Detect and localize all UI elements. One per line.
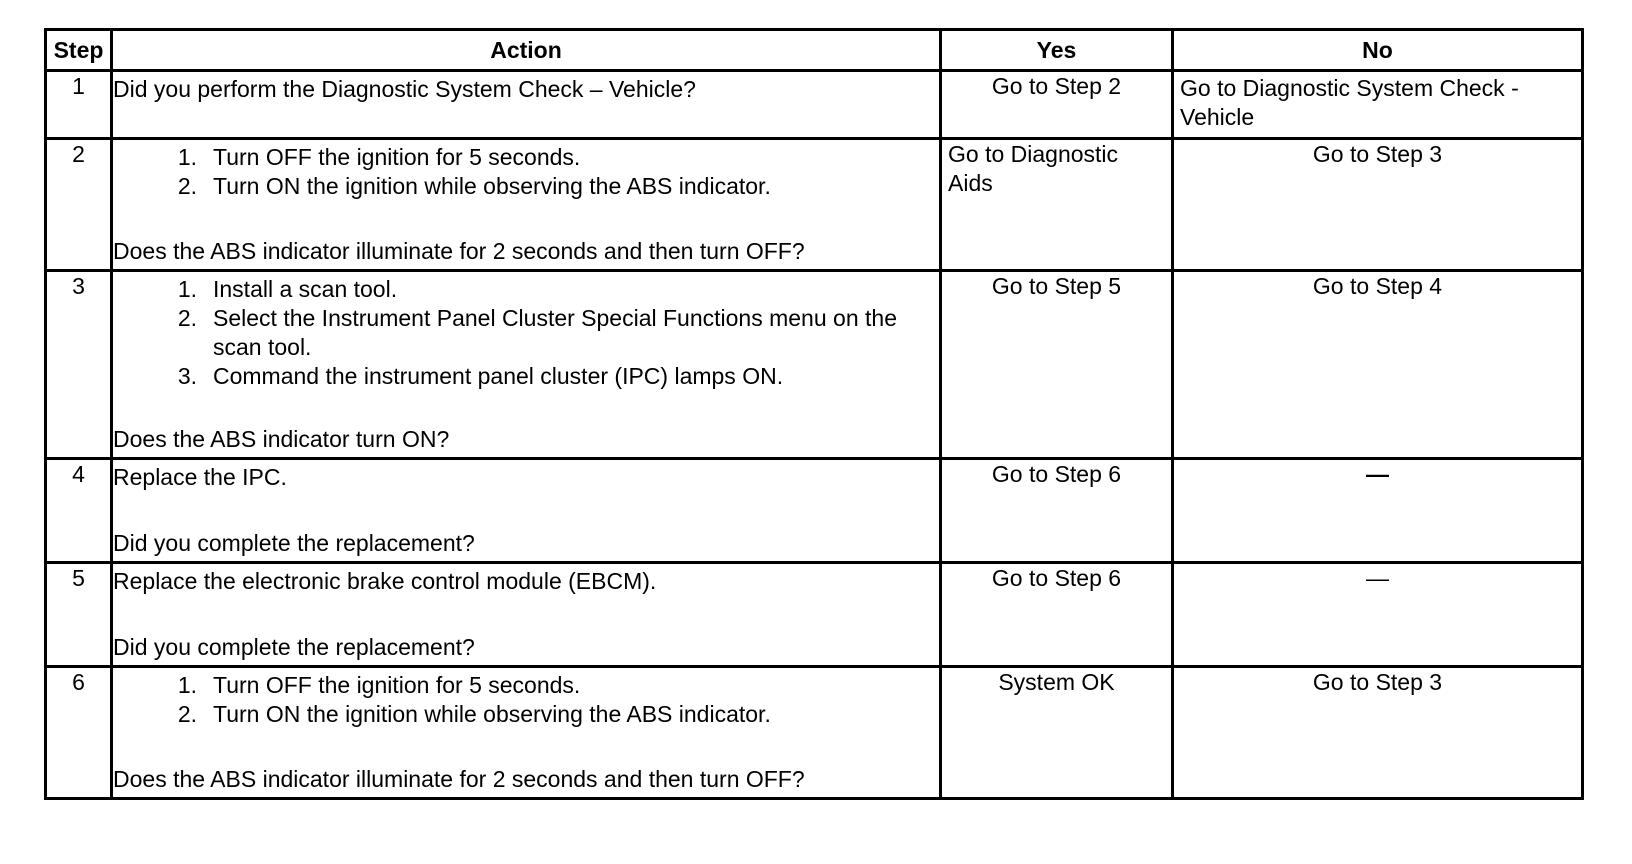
yes-cell: [941, 271, 1173, 459]
header-action: Action: [112, 30, 941, 71]
step-number: 1: [46, 71, 112, 139]
yes-cell: [941, 71, 1173, 139]
action-question: Did you perform the Diagnostic System Check – Vehicle?: [113, 76, 696, 102]
action-instruction: Replace the electronic brake control module (EBCM).: [113, 568, 657, 594]
no-cell: [1173, 139, 1583, 271]
yes-result: System OK: [998, 669, 1115, 695]
table-row: [46, 139, 1583, 271]
action-steps: [113, 140, 939, 201]
yes-result: Go to Step 6: [991, 565, 1122, 591]
action-step-item: 2. Select the Instrument Panel Cluster Special Functions menu on the scan tool.: [177, 305, 897, 360]
yes-result: Go to Step 2: [991, 73, 1122, 99]
action-steps: [113, 272, 939, 391]
action-cell: [112, 71, 941, 139]
yes-cell: [941, 139, 1173, 271]
no-result: Go to Diagnostic System Check - Vehicle: [1180, 75, 1519, 130]
diagnostic-table: [44, 28, 1584, 800]
table-row: [46, 459, 1583, 563]
header-step: Step: [46, 30, 112, 71]
yes-cell: [941, 563, 1173, 667]
table-row: [46, 563, 1583, 667]
header-no: No: [1173, 30, 1583, 71]
yes-result: Go to Step 6: [991, 461, 1122, 487]
action-cell: [112, 139, 941, 271]
step-number: 3: [46, 271, 112, 459]
action-step-item: 1. Turn OFF the ignition for 5 seconds.: [177, 144, 581, 170]
action-cell: [112, 563, 941, 667]
action-question: Did you complete the replacement?: [113, 634, 475, 660]
action-question: Does the ABS indicator illuminate for 2 seconds and then turn OFF?: [113, 766, 805, 792]
no-result: —: [1366, 565, 1389, 591]
table-row: [46, 271, 1583, 459]
step-number: 4: [46, 459, 112, 563]
no-cell: [1173, 563, 1583, 667]
header-row: [46, 30, 1583, 71]
no-result: —: [1366, 461, 1389, 487]
header-yes: Yes: [941, 30, 1173, 71]
table-row: [46, 71, 1583, 139]
no-cell: [1173, 71, 1583, 139]
no-cell: [1173, 271, 1583, 459]
action-step-item: 1. Install a scan tool.: [177, 276, 398, 302]
step-number: 2: [46, 139, 112, 271]
action-steps: [113, 668, 939, 729]
action-question: Does the ABS indicator illuminate for 2 seconds and then turn OFF?: [113, 238, 805, 264]
step-number: 6: [46, 667, 112, 799]
action-question: Does the ABS indicator turn ON?: [113, 426, 450, 452]
action-cell: [112, 667, 941, 799]
action-question: Did you complete the replacement?: [113, 530, 475, 556]
yes-result: Go to Step 5: [991, 273, 1122, 299]
yes-cell: [941, 667, 1173, 799]
no-cell: [1173, 459, 1583, 563]
action-step-item: 1. Turn OFF the ignition for 5 seconds.: [177, 672, 581, 698]
action-cell: [112, 459, 941, 563]
yes-result: Go to Diagnostic Aids: [948, 141, 1119, 196]
yes-cell: [941, 459, 1173, 563]
no-cell: [1173, 667, 1583, 799]
action-step-item: 3. Command the instrument panel cluster (IPC) lamps ON.: [177, 363, 784, 389]
step-number: 5: [46, 563, 112, 667]
action-step-item: 2. Turn ON the ignition while observing the ABS indicator.: [177, 701, 771, 727]
no-result: Go to Step 3: [1312, 669, 1443, 695]
no-result: Go to Step 3: [1312, 141, 1443, 167]
table-row: [46, 667, 1583, 799]
action-cell: [112, 271, 941, 459]
action-step-item: 2. Turn ON the ignition while observing the ABS indicator.: [177, 173, 771, 199]
action-instruction: Replace the IPC.: [113, 464, 287, 490]
no-result: Go to Step 4: [1312, 273, 1443, 299]
